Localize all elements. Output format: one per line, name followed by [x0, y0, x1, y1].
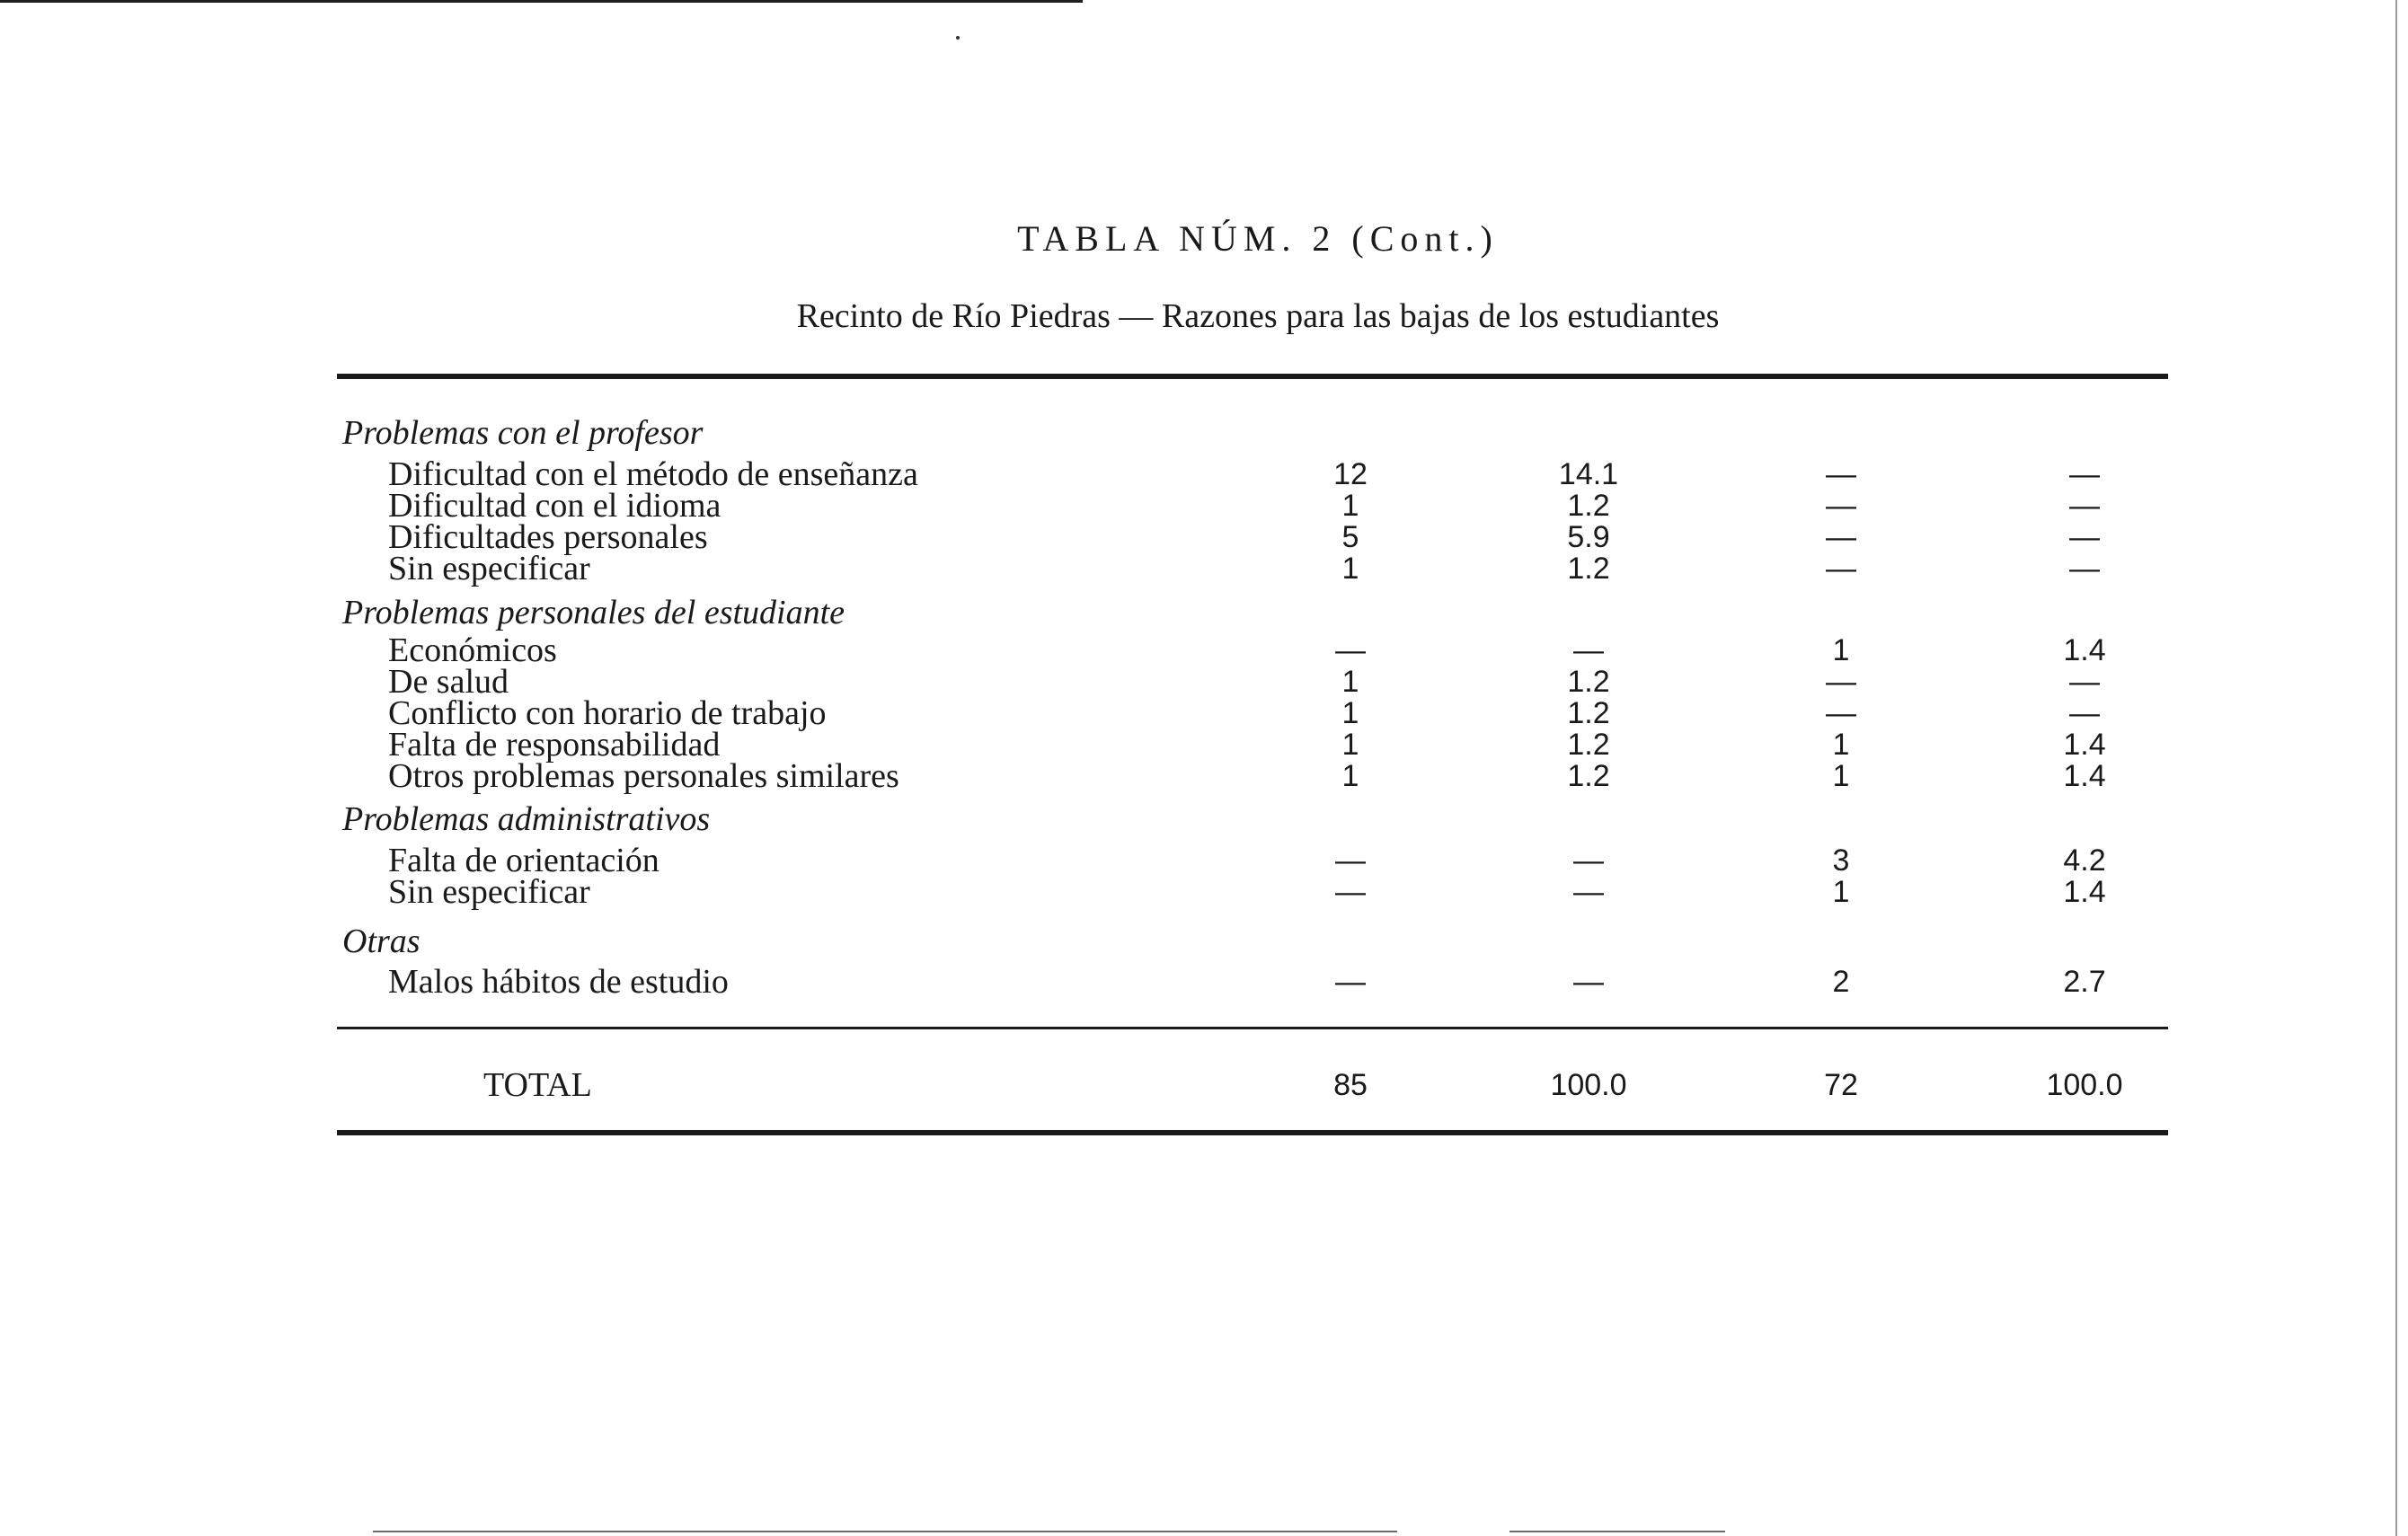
cell-value: —	[1826, 489, 1856, 523]
cell-value: 1.2	[1567, 665, 1610, 699]
section-heading: Problemas con el profesor	[342, 414, 704, 452]
cell-value: —	[1826, 457, 1856, 491]
row-label: Dificultades personales	[388, 518, 708, 556]
cell-value: 1.2	[1567, 759, 1610, 793]
row-label: Sin especificar	[388, 550, 590, 587]
cell-value: 1	[1341, 552, 1359, 586]
section-heading: Problemas administrativos	[342, 800, 711, 838]
table-row	[0, 455, 2408, 493]
table-row	[0, 844, 2408, 877]
cell-value: —	[2069, 457, 2100, 491]
scan-edge-top	[0, 0, 1083, 3]
total-value: 72	[1824, 1068, 1858, 1102]
cell-value: 12	[1333, 457, 1368, 491]
row-label: Conflicto con horario de trabajo	[388, 694, 827, 732]
cell-value: —	[2069, 696, 2100, 730]
total-value: 100.0	[2046, 1068, 2123, 1102]
cell-value: 1.2	[1567, 489, 1610, 523]
total-row	[0, 1066, 2408, 1104]
cell-value: 5.9	[1567, 520, 1610, 554]
cell-value: 2.7	[2063, 965, 2106, 999]
cell-value: 1.4	[2063, 633, 2106, 667]
cell-value: 1.2	[1567, 728, 1610, 762]
cell-value: 1	[1341, 696, 1359, 730]
cell-value: 1	[1832, 759, 1850, 793]
cell-value: 1.2	[1567, 552, 1610, 586]
cell-value: 5	[1341, 520, 1359, 554]
cell-value: 1	[1341, 759, 1359, 793]
cell-value: —	[1573, 843, 1604, 878]
cell-value: —	[1335, 633, 1366, 667]
table-row	[0, 487, 2408, 525]
cell-value: —	[1826, 696, 1856, 730]
row-label: Otros problemas personales similares	[388, 757, 899, 795]
cell-value: —	[1573, 965, 1604, 999]
cell-value: —	[2069, 552, 2100, 586]
table-row	[0, 726, 2408, 764]
table-row	[0, 552, 2408, 585]
section-heading: Problemas personales del estudiante	[342, 594, 845, 631]
table-row	[0, 963, 2408, 1001]
cell-value: 1.2	[1567, 696, 1610, 730]
cell-value: —	[1335, 843, 1366, 878]
row-label: Falta de responsabilidad	[388, 726, 721, 764]
table-row	[0, 694, 2408, 732]
table-row	[0, 873, 2408, 911]
cell-value: 1	[1341, 728, 1359, 762]
row-label: Falta de orientación	[388, 842, 660, 879]
total-rule	[337, 1027, 2168, 1029]
cell-value: —	[2069, 489, 2100, 523]
cell-value: 1	[1832, 875, 1850, 909]
row-label: Dificultad con el idioma	[388, 487, 722, 525]
section-heading: Otras	[342, 922, 421, 960]
table-row	[0, 631, 2408, 669]
table-row	[0, 663, 2408, 701]
cell-value: 1	[1341, 665, 1359, 699]
cell-value: 1.4	[2063, 728, 2106, 762]
cell-value: —	[1335, 965, 1366, 999]
cell-value: 1	[1832, 633, 1850, 667]
cell-value: 4.2	[2063, 843, 2106, 878]
total-value: 85	[1333, 1068, 1368, 1102]
cell-value: —	[1573, 633, 1604, 667]
top-rule	[337, 374, 2168, 379]
cell-value: —	[2069, 665, 2100, 699]
cell-value: —	[1826, 665, 1856, 699]
row-label: Sin especificar	[388, 873, 590, 911]
cell-value: —	[1335, 875, 1366, 909]
row-label: Económicos	[388, 631, 557, 669]
row-label: Malos hábitos de estudio	[388, 963, 729, 1001]
table-row	[0, 757, 2408, 795]
cell-value: 14.1	[1558, 457, 1619, 491]
scan-speck	[956, 36, 960, 40]
table-subtitle: Recinto de Río Piedras — Razones para las bajas de los estudiantes	[796, 297, 1720, 335]
cell-value: —	[1826, 520, 1856, 554]
row-label: De salud	[388, 663, 509, 701]
bottom-rule	[337, 1130, 2168, 1135]
cell-value: —	[1826, 552, 1856, 586]
total-label: TOTAL	[483, 1066, 592, 1104]
cell-value: 2	[1832, 965, 1850, 999]
cell-value: 1	[1341, 489, 1359, 523]
scan-edge-bottom	[1509, 1531, 1725, 1532]
cell-value: 1.4	[2063, 875, 2106, 909]
cell-value: —	[1573, 875, 1604, 909]
row-label: Dificultad con el método de enseñanza	[388, 455, 918, 493]
cell-value: 1	[1832, 728, 1850, 762]
table-row	[0, 518, 2408, 556]
cell-value: 3	[1832, 843, 1850, 878]
cell-value: 1.4	[2063, 759, 2106, 793]
table-title: TABLA NÚM. 2 (Cont.)	[1017, 218, 1499, 259]
cell-value: —	[2069, 520, 2100, 554]
scan-edge-bottom	[373, 1531, 1397, 1532]
total-value: 100.0	[1550, 1068, 1627, 1102]
